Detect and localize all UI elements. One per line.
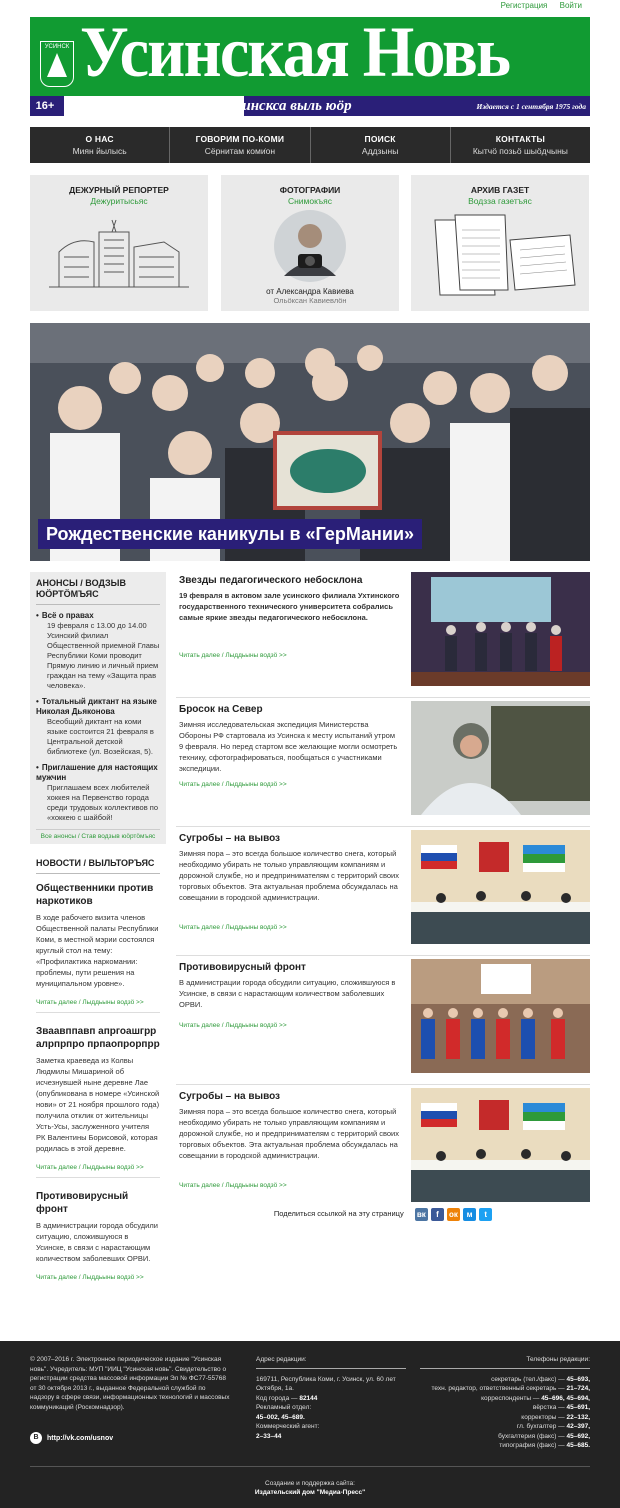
tile-title: ФОТОГРАФИИ	[279, 185, 341, 195]
top-links	[491, 1, 582, 10]
agent-phone: 2–33–44	[256, 1432, 282, 1440]
phone-label: бухгалтерия (факс) —	[498, 1432, 565, 1440]
article-item	[176, 701, 590, 827]
phone-number: 22–132,	[566, 1413, 590, 1421]
vk-icon: В	[30, 1432, 42, 1444]
phones-heading: Телефоны редакции:	[420, 1355, 590, 1369]
news-title[interactable]: Общественники против наркотиков	[36, 883, 154, 907]
phone-number: 42–397,	[566, 1423, 590, 1430]
article-photo[interactable]	[411, 701, 590, 815]
crest-icon	[40, 41, 74, 87]
phone-row	[420, 1432, 590, 1442]
phone-label: корреспонденты —	[481, 1394, 540, 1402]
article-title[interactable]: Бросок на Север	[179, 704, 263, 715]
city-code: 82144	[299, 1394, 318, 1402]
address-heading: Адрес редакции:	[256, 1355, 406, 1369]
tile-archive[interactable]	[411, 175, 589, 311]
nav-sub: Аддзыны	[361, 146, 399, 156]
tile-sub: Водзза газетъяс	[468, 196, 532, 206]
masthead-since: Издается с 1 сентября 1975 года	[476, 102, 586, 111]
twitter-share-icon[interactable]: t	[479, 1208, 492, 1221]
photo-author-komi: Ольӧксан Кавиевлӧн	[273, 296, 347, 305]
city-code-label: Код города —	[256, 1394, 298, 1402]
phone-number: 21–724,	[566, 1385, 590, 1392]
article-photo[interactable]	[411, 572, 590, 686]
nav-search[interactable]	[311, 127, 451, 163]
article-item	[176, 572, 590, 698]
article-photo[interactable]	[411, 959, 590, 1073]
register-link[interactable]: Регистрация	[500, 1, 548, 10]
article-text: Зимняя исследовательская экспедиция Министерства Обороны РФ стартовала из Усинска к месту испытаний утром 9 февраля. Но перед стартом все желающие могли осмотреть технику, сфотографироваться, пообщаться с участниками экспедиции.	[179, 720, 398, 773]
masthead-subtitle: Усинскса выль юӧр	[226, 98, 352, 114]
hero-banner[interactable]	[30, 323, 590, 561]
made-by-label: Создание и поддержка сайта:	[265, 1480, 355, 1487]
ads-phones: 45–002, 45–689.	[256, 1413, 305, 1421]
announcements-box	[30, 572, 166, 844]
buildings-sketch-icon	[44, 212, 194, 292]
mailru-share-icon[interactable]: м	[463, 1208, 476, 1221]
phone-label: гл. бухгалтер —	[516, 1423, 565, 1430]
age-rating: 16+	[30, 96, 60, 116]
all-announcements-link[interactable]: Все анонсы / Став водзыв юӧртӧмъяс	[36, 829, 160, 840]
phone-row	[420, 1422, 590, 1432]
announcement-item[interactable]	[36, 697, 160, 757]
nav-label: КОНТАКТЫ	[495, 134, 545, 144]
nav-contacts[interactable]	[451, 127, 590, 163]
announcement-item[interactable]	[36, 763, 160, 823]
news-text: В ходе рабочего визита членов Общественной палаты Республики Коми, в местной мэрии состоялся круглый стол на тему: «Профилактика наркомании: проблемы, пути решения на муниципальном уровне».	[36, 913, 159, 988]
phone-label: секретарь (тел./факс) —	[491, 1375, 565, 1383]
read-more-link[interactable]: Читать далее / Лыддьыны водзӧ >>	[36, 1164, 160, 1178]
masthead-title: Усинская Новь	[80, 17, 510, 92]
phone-number: 45–696, 45–694,	[541, 1394, 590, 1402]
phone-number: 45–685.	[566, 1442, 590, 1449]
share-label: Поделиться ссылкой на эту страницу	[273, 1209, 404, 1219]
vk-url: http://vk.com/usnov	[47, 1434, 114, 1442]
phone-number: 45–692,	[566, 1432, 590, 1440]
phone-row	[420, 1394, 590, 1404]
article-photo[interactable]	[411, 830, 590, 944]
news-text: В администрации города обсудили ситуацию, сложившуюся в Усинске, в связи с нарастающим количеством заболевших ОРВИ.	[36, 1221, 158, 1263]
share-bar	[176, 1208, 590, 1221]
announcement-text: Всеобщий диктант на коми языке состоится 21 февраля в Центральной детской библиотеке (ул. Возейская, 5).	[47, 717, 154, 756]
footer-vk-link[interactable]	[30, 1432, 113, 1444]
read-more-link[interactable]: Читать далее / Лыддьыны водзӧ >>	[36, 999, 160, 1013]
announcement-item[interactable]	[36, 611, 160, 691]
news-box	[30, 844, 166, 1287]
photographer-avatar	[274, 210, 346, 282]
announcement-title: • Приглашение для настоящих мужчин	[36, 763, 160, 783]
news-title[interactable]: Зваавппавп апргоашгрр алрпрпро прпаопрорпрр	[36, 1026, 160, 1050]
vk-share-icon[interactable]: вк	[415, 1208, 428, 1221]
read-more-link[interactable]: Читать далее / Лыддьыны водзӧ >>	[179, 652, 287, 659]
article-item	[176, 959, 590, 1085]
news-item	[36, 1190, 160, 1287]
address-text: 169711, Республика Коми, г. Усинск, ул. 60 лет Октября, 1а.	[256, 1375, 396, 1392]
announcements-heading: АНОНСЫ / ВОДЗЫВ ЮӦРТӦМЪЯС	[36, 578, 160, 605]
read-more-link[interactable]: Читать далее / Лыддьыны водзӧ >>	[179, 1182, 287, 1189]
phone-number: 45–691,	[566, 1404, 590, 1411]
article-title[interactable]: Сугробы – на вывоз	[179, 1091, 281, 1102]
phone-label: типография (факс) —	[499, 1442, 565, 1449]
ads-label: Рекламный отдел:	[256, 1404, 312, 1411]
phone-row	[420, 1413, 590, 1423]
read-more-link[interactable]: Читать далее / Лыддьыны водзӧ >>	[179, 924, 287, 931]
news-item	[36, 882, 160, 1013]
agent-label: Коммерческий агент:	[256, 1423, 320, 1430]
news-title[interactable]: Противовирусный фронт	[36, 1191, 129, 1215]
phone-label: корректоры —	[521, 1413, 565, 1421]
article-title[interactable]: Звезды педагогического небосклона	[179, 575, 363, 586]
nav-komi[interactable]	[170, 127, 310, 163]
announcement-title: • Всё о правах	[36, 611, 160, 621]
announcement-title: • Тотальный диктант на языке Николая Дьяконова	[36, 697, 160, 717]
newspaper-sketch-icon	[420, 210, 580, 300]
announcement-text: Приглашаем всех любителей хоккея на Первенство города среди трудовых коллективов по «хоккею с шайбой!	[47, 783, 159, 822]
login-link[interactable]: Войти	[559, 1, 582, 10]
nav-label: О НАС	[85, 134, 114, 144]
sidebar	[30, 572, 166, 1299]
footer-credits	[30, 1466, 590, 1497]
tile-photos[interactable]	[221, 175, 399, 311]
phone-row	[420, 1403, 590, 1413]
article-item	[176, 1088, 590, 1214]
tile-reporter[interactable]	[30, 175, 208, 311]
footer-phones	[420, 1355, 590, 1451]
phone-number: 45–693,	[566, 1375, 590, 1383]
nav-about[interactable]	[30, 127, 170, 163]
masthead-bar-gap	[64, 96, 244, 116]
phone-label: вёрстка —	[532, 1404, 565, 1411]
nav-label: ПОИСК	[364, 134, 396, 144]
tile-sub: Дежуритысьяс	[90, 196, 148, 206]
read-more-link[interactable]: Читать далее / Лыддьыны водзӧ >>	[179, 1022, 287, 1029]
read-more-link[interactable]: Читать далее / Лыддьыны водзӧ >>	[179, 781, 287, 788]
article-text: Зимняя пора – это всегда большое количество снега, который необходимо убирать не только управляющим компаниям и дорожной службе, но и предпринимателям с территорий своих торговых объектов. Эта актуальная проблема обсуждалась на совещании в городской администрации.	[179, 1107, 399, 1160]
news-item	[36, 1025, 160, 1178]
nav-sub: Сёрнитам коми̇он	[204, 146, 276, 156]
made-by-name[interactable]: Издательский дом "Медиа-Пресс"	[254, 1489, 366, 1496]
hero-caption: Рождественские каникулы в «ГерМании»	[38, 519, 422, 549]
footer	[0, 1341, 620, 1508]
article-title[interactable]: Сугробы – на вывоз	[179, 833, 281, 844]
footer-about: © 2007–2016 г. Электронное периодическое издание "Усинская новь". Учредитель: МУП "ИИЦ "Усинская новь". Свидетельство о регистрации средства массовой информации Эл № ФС77-55768 от 30 октября 2013 г., выданное Федеральной службой по надзору в сфере связи, информационных технологий и массовых коммуникаций (Роскомнадзор).	[30, 1356, 230, 1411]
phone-label: техн. редактор, ответственный секретарь —	[431, 1385, 565, 1392]
phone-row	[420, 1375, 590, 1385]
phone-row	[420, 1384, 590, 1394]
nav-sub: Кытчӧ позьӧ шыӧдчыны	[472, 146, 568, 156]
nav-label: ГОВОРИМ ПО-КОМИ	[195, 134, 285, 144]
phone-row	[420, 1441, 590, 1451]
news-text: Заметка краеведа из Колвы Людмилы Мишариной об исчезнувшей ныне деревне Лае (опубликована в номере «Усинской нови» от 21 ноября прошлого года) получила отклик от жительницы Усть-Усы, заслуженного учителя РК Валентины Борисовой, которая родилась в этой деревне.	[36, 1056, 160, 1153]
facebook-share-icon[interactable]: f	[431, 1208, 444, 1221]
nav-sub: Миян йылысь	[72, 146, 127, 156]
read-more-link[interactable]: Читать далее / Лыддьыны водзӧ >>	[36, 1274, 144, 1281]
odnoklassniki-share-icon[interactable]: ок	[447, 1208, 460, 1221]
article-text: В администрации города обсудили ситуацию, сложившуюся в Усинске, в связи с нарастающим количеством заболевших ОРВИ.	[179, 978, 396, 1009]
main-nav	[30, 127, 590, 163]
photo-author: от Александра Кавиева	[266, 287, 354, 296]
article-item	[176, 830, 590, 956]
footer-address	[256, 1355, 406, 1441]
tile-title: ДЕЖУРНЫЙ РЕПОРТЕР	[69, 185, 169, 195]
article-text: Зимняя пора – это всегда большое количество снега, который необходимо убирать не только управляющим компаниям и дорожной службе, но и предпринимателям с территорий своих торговых объектов. Эта актуальная проблема обсуждалась на совещании в городской администрации.	[179, 849, 399, 902]
masthead-logo[interactable]	[30, 17, 590, 116]
news-heading: НОВОСТИ / ВЫЛЬТОРЪЯС	[36, 858, 160, 874]
announcement-text: 19 февраля с 13.00 до 14.00 Усинский филиал Общественной приемной Главы Республики Коми проводит Прямую линию и личный прием граждан на тему «Защита прав человека».	[47, 621, 160, 690]
article-text: 19 февраля в актовом зале усинского филиала Ухтинского государственного технического университета собрались самые яркие звезды педагогического небосклона.	[179, 591, 400, 622]
tile-sub: Снимокъяс	[287, 196, 333, 206]
crest-label: УСИНСК	[44, 44, 70, 50]
articles-list	[176, 572, 590, 1217]
article-title[interactable]: Противовирусный фронт	[179, 962, 306, 973]
article-photo[interactable]	[411, 1088, 590, 1202]
tile-title: АРХИВ ГАЗЕТ	[470, 185, 530, 195]
